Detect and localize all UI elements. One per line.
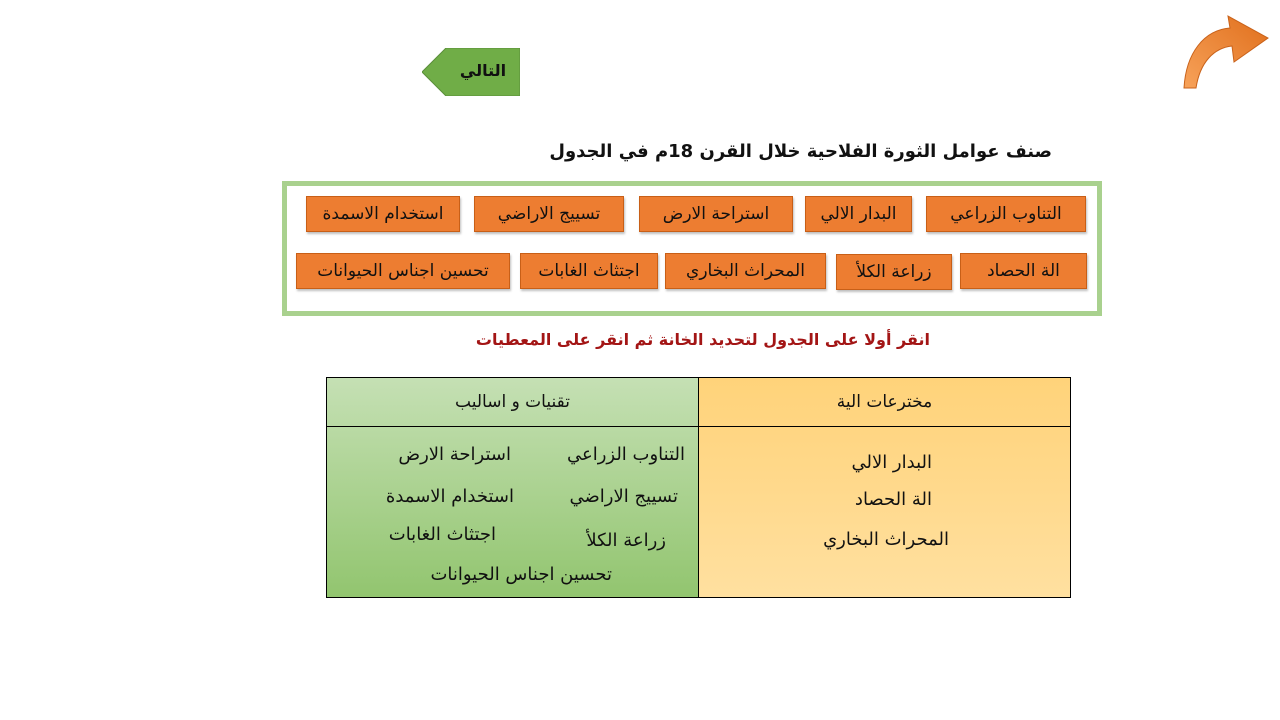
placed-item[interactable]: تحسين اجناس الحيوانات [430, 564, 612, 585]
placed-item[interactable]: استخدام الاسمدة [385, 486, 514, 507]
next-button[interactable] [422, 48, 520, 96]
placed-item[interactable]: استراحة الارض [398, 444, 511, 465]
classification-table [326, 377, 1071, 598]
techniques-column[interactable] [327, 378, 699, 597]
tile-fertilizers[interactable]: استخدام الاسمدة [306, 196, 460, 232]
placed-item[interactable]: الة الحصاد [854, 489, 932, 510]
tile-fodder-crops[interactable]: زراعة الكلأ [836, 254, 952, 290]
inventions-header: مخترعات الية [699, 378, 1070, 427]
next-button-label: التالي [459, 61, 507, 80]
inventions-column[interactable] [699, 378, 1070, 597]
placed-item[interactable]: المحراث البخاري [823, 529, 949, 550]
tile-steam-plough[interactable]: المحراث البخاري [665, 253, 826, 289]
tile-fallow-land[interactable]: استراحة الارض [639, 196, 793, 232]
tile-crop-rotation[interactable]: التناوب الزراعي [926, 196, 1086, 232]
placed-item[interactable]: اجتثاث الغابات [388, 524, 496, 545]
placed-item[interactable]: تسييج الاراضي [569, 486, 678, 507]
tile-deforestation[interactable]: اجتثاث الغابات [520, 253, 658, 289]
placed-item[interactable]: البدار الالي [851, 452, 932, 473]
curved-arrow-icon[interactable] [1178, 8, 1272, 92]
tile-land-enclosure[interactable]: تسييج الاراضي [474, 196, 624, 232]
hint-text: انقر أولا على الجدول لتحديد الخانة ثم انقر على المعطيات [475, 330, 930, 349]
placed-item[interactable]: التناوب الزراعي [566, 444, 685, 465]
tile-livestock-breeding[interactable]: تحسين اجناس الحيوانات [296, 253, 510, 289]
techniques-header: تقنيات و اساليب [327, 378, 698, 427]
tile-harvester[interactable]: الة الحصاد [960, 253, 1087, 289]
placed-item[interactable]: زراعة الكلأ [586, 530, 666, 551]
instruction-heading: صنف عوامل الثورة الفلاحية خلال القرن 18م في الجدول [549, 141, 1052, 162]
tile-seed-drill[interactable]: البدار الالي [805, 196, 912, 232]
